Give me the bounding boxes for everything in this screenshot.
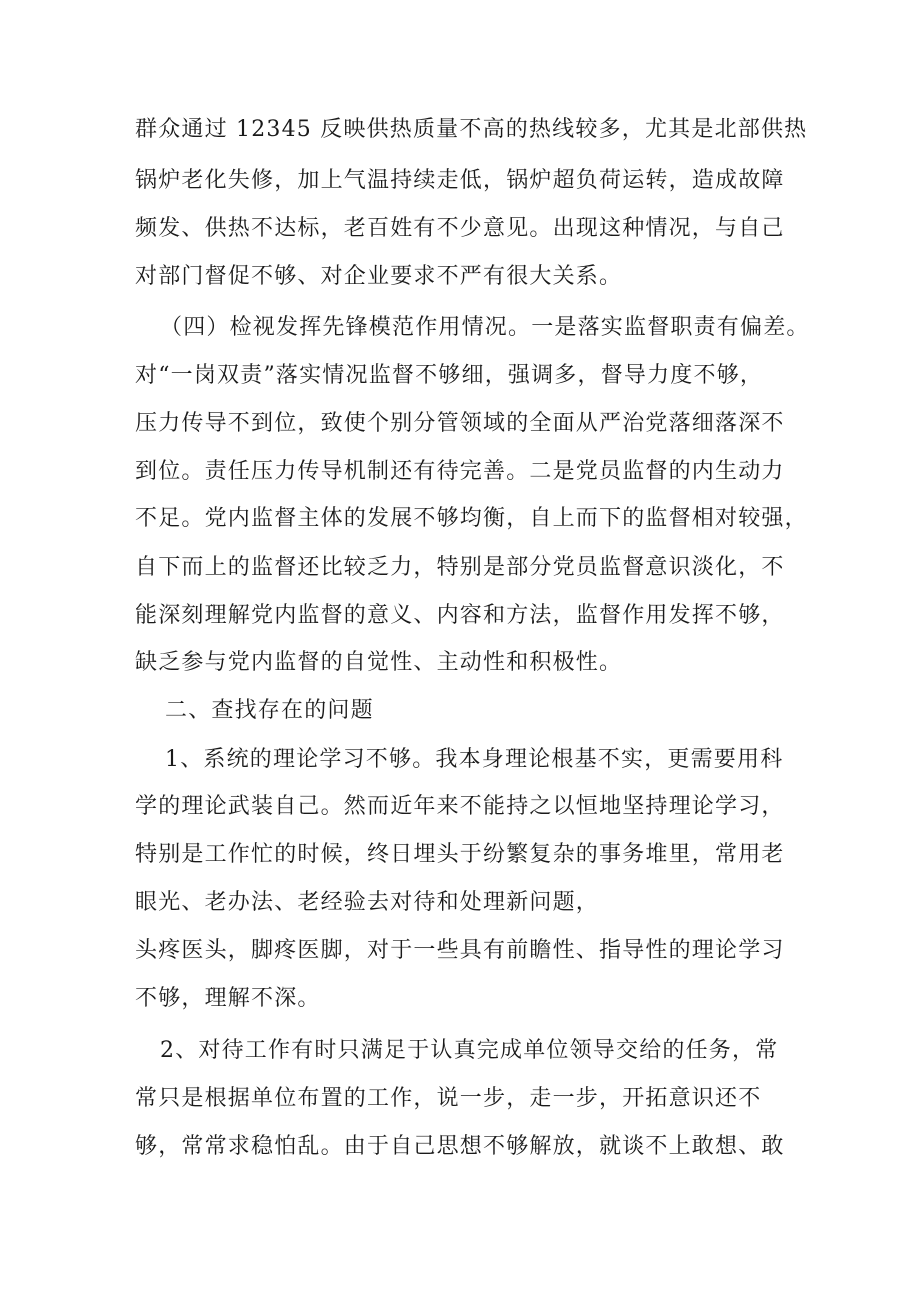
- section-heading-two: 二、查找存在的问题: [165, 698, 374, 723]
- item-two-heading: 2、对待工作有时只满足于认真完成单位领导交给的任务，常: [160, 1038, 779, 1063]
- text-line: 频发、供热不达标，老百姓有不少意见。出现这种情况，与自己: [135, 216, 785, 241]
- text-line: 常只是根据单位布置的工作，说一步，走一步，开拓意识还不: [135, 1086, 762, 1111]
- text-line: 对“一岗双责”落实情况监督不够细，强调多，督导力度不够，: [135, 363, 764, 388]
- text-line: 特别是工作忙的时候，终日埋头于纷繁复杂的事务堆里，常用老: [135, 842, 785, 867]
- text-line: 学的理论武装自己。然而近年来不能持之以恒地坚持理论学习，: [135, 794, 785, 819]
- text-line: 够，常常求稳怕乱。由于自己思想不够解放，就谈不上敢想、敢: [135, 1134, 785, 1159]
- text-line: 群众通过 12345 反映供热质量不高的热线较多，尤其是北部供热: [135, 117, 808, 142]
- text-line: 头疼医头，脚疼医脚，对于一些具有前瞻性、指导性的理论学习: [135, 938, 785, 963]
- text-line: 压力传导不到位，致使个别分管领域的全面从严治党落细落深不: [135, 411, 785, 436]
- text-line: 眼光、老办法、老经验去对待和处理新问题，: [135, 890, 600, 915]
- item-one-heading: 1、系统的理论学习不够。我本身理论根基不实，更需要用科: [165, 747, 784, 772]
- text-line: 自下而上的监督还比较乏力，特别是部分党员监督意识淡化，不: [135, 555, 785, 580]
- text-line: 锅炉老化失修，加上气温持续走低，锅炉超负荷运转，造成故障: [135, 168, 785, 193]
- text-line: 能深刻理解党内监督的意义、内容和方法，监督作用发挥不够，: [135, 603, 785, 628]
- section-heading-four: （四）检视发挥先锋模范作用情况。一是落实监督职责有偏差。: [160, 315, 810, 340]
- text-line: 到位。责任压力传导机制还有待完善。二是党员监督的内生动力: [135, 459, 785, 484]
- text-line: 不足。党内监督主体的发展不够均衡，自上而下的监督相对较强，: [135, 506, 808, 531]
- text-line: 不够，理解不深。: [135, 986, 321, 1011]
- text-line: 缺乏参与党内监督的自觉性、主动性和积极性。: [135, 650, 623, 675]
- text-line: 对部门督促不够、对企业要求不严有很大关系。: [135, 264, 623, 289]
